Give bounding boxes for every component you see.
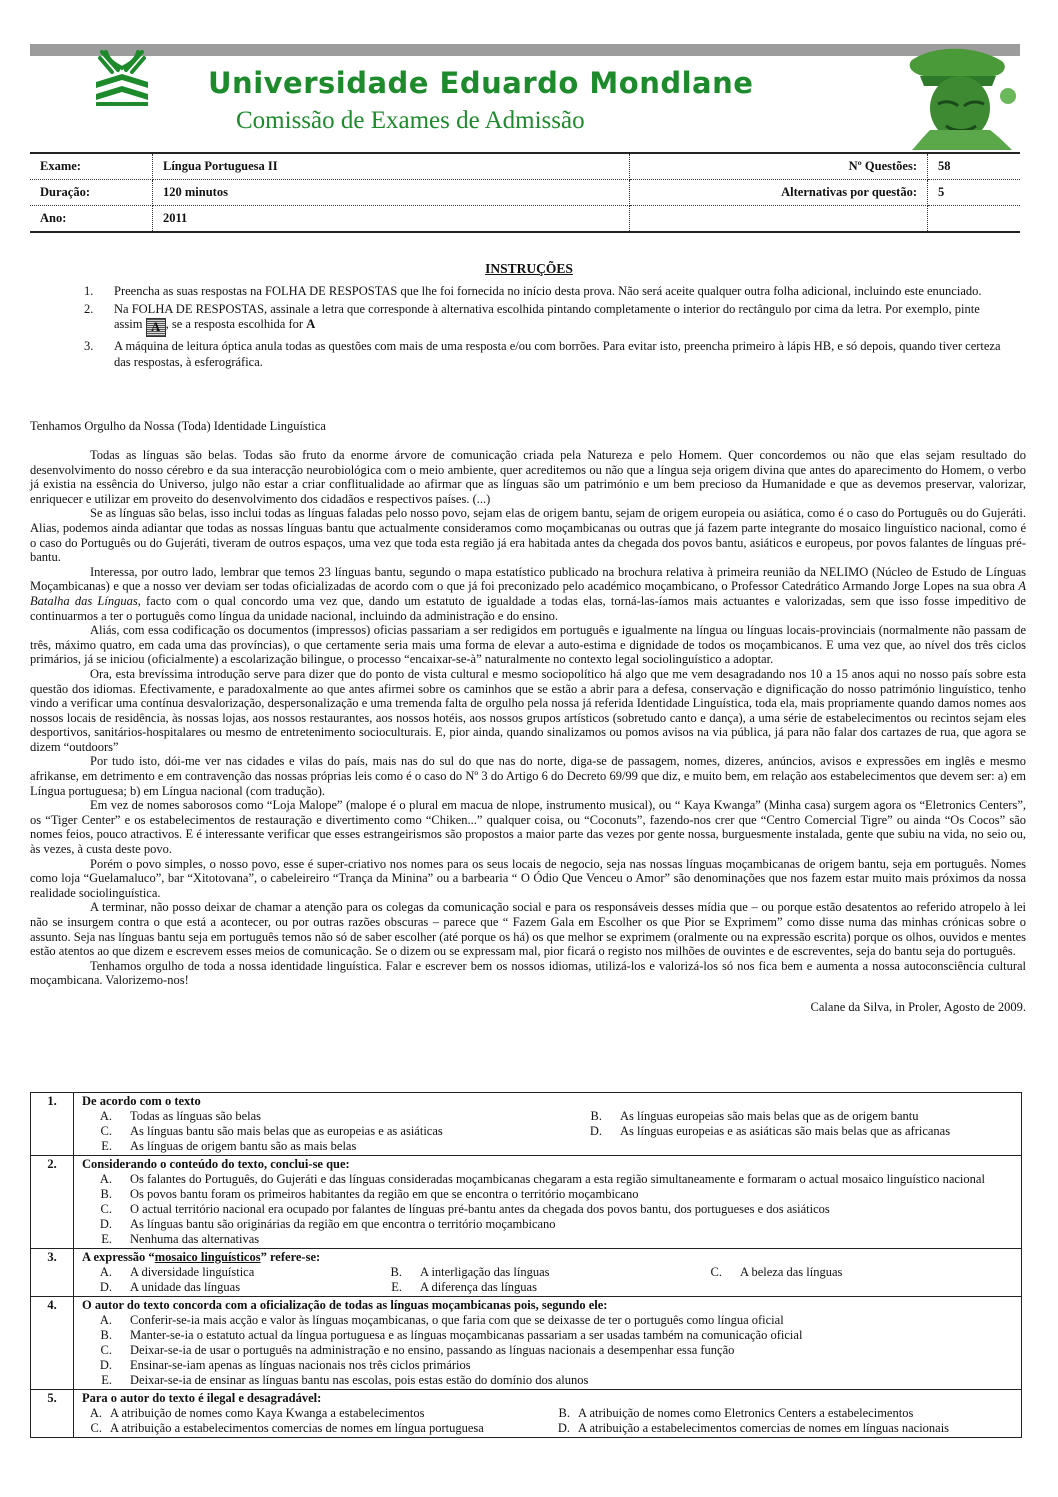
instruction-text: Preencha as suas respostas na FOLHA DE RESPOSTAS que lhe foi fornecida no início desta prova. Não será aceite qualquer outra folha adicional, incluindo este enunciado.	[114, 284, 982, 298]
question-row	[31, 1156, 1022, 1249]
option-c	[82, 1421, 550, 1436]
question-body	[74, 1297, 1022, 1390]
option-c	[82, 1124, 572, 1139]
option-a	[82, 1406, 550, 1421]
option-letter: B.	[100, 1187, 112, 1201]
question-prompt	[82, 1250, 1013, 1265]
header-band	[30, 44, 1020, 56]
option-e	[82, 1373, 1013, 1388]
article-paragraph	[30, 565, 1026, 623]
instruction-number: 1.	[84, 284, 94, 298]
question-prompt: De acordo com o texto	[82, 1094, 201, 1108]
year-label: Ano:	[30, 206, 153, 233]
question-body	[74, 1156, 1022, 1249]
article-signature: Calane da Silva, in Proler, Agosto de 2009.	[810, 999, 1026, 1014]
option-text: Manter-se-ia o estatuto actual da língua portuguesa e as línguas moçambicanas passariam a ser usadas também na comunicação oficial	[130, 1328, 803, 1342]
question-body	[74, 1390, 1022, 1438]
exam-info-table	[30, 152, 1020, 233]
questions-value: 58	[928, 153, 1021, 180]
option-letter: C.	[710, 1265, 722, 1279]
eduardo-mondlane-portrait-icon	[902, 46, 1026, 150]
article-paragraph: Tenhamos orgulho de toda a nossa identidade linguística. Falar e escrever bem os nossos idiomas, utilizá-los e valorizá-los só nos fica bem e aumenta a nossa autoconsciência cultural moçambicana. Valorizemo-nos!	[30, 958, 1026, 988]
option-b	[372, 1265, 692, 1280]
empty-cell	[928, 206, 1021, 233]
questions-label: Nº Questões:	[630, 153, 928, 180]
option-letter: E.	[101, 1232, 112, 1246]
option-b	[550, 1406, 1013, 1421]
question-number: 5.	[31, 1390, 74, 1438]
option-a	[82, 1109, 572, 1124]
option-letter: D.	[99, 1358, 112, 1372]
option-text: A beleza das línguas	[740, 1265, 843, 1279]
article-paragraph: Ora, esta brevíssima introdução serve para dizer que do ponto de vista cultural e mesmo sociopolítico há algo que me vem desagradando nos 10 a 15 anos aqui no nosso país sobre esta questão dos idiomas. Efectivamente, e paradoxalmente ao que antes afirmei sobre os caminhos que se estão a abrir para a defesa, conservação e dignificação do nosso património linguístico, tenho vindo a verificar uma contínua desvalorização, despersonalização e uma tremenda falta de orgulho pela nossa já referida Identidade Linguística, toda ela, mais propriamente quando damos nomes aos nossos locais de residência, às nossas lojas, aos nossos restaurantes, aos nossos hotéis, aos nossos grupos artísticos (sobretudo canto e dança), a uma série de estabelecimentos ou recintos sejam eles desportivos, sanitários-hospitalares ou mesmo de entretenimento socioculturais. E, pior ainda, quando sinalizamos ou pomos avisos na via pública, já para não falar dos cartazes de rua, que agora se dizem “outdoors”	[30, 666, 1026, 754]
option-text: O actual território nacional era ocupado por falantes de línguas pré-bantu antes da chegada dos povos bantu, dos portugueses e dos asiáticos	[130, 1202, 830, 1216]
paragraph-text: Interessa, por outro lado, lembrar que temos 23 línguas bantu, segundo o mapa estatístico publicado na brochura relativa à primeira reunião da NELIMO (Núcleo de Estudo de Línguas Moçambicanas) e que a nosso ver deviam ser todas oficializadas de acordo com o que já foi preconizado pelo académico moçambicano, o Professor Catedrático Armando Jorge Lopes na sua obra	[30, 564, 1026, 594]
option-letter: B.	[390, 1265, 402, 1279]
question-number: 4.	[31, 1297, 74, 1390]
uem-logo-icon	[92, 48, 152, 110]
option-e	[372, 1280, 692, 1295]
question-body	[74, 1093, 1022, 1156]
option-letter: A.	[99, 1265, 112, 1279]
article-paragraph: Em vez de nomes saborosos como “Loja Malope” (malope é o plural em macua de nlope, instrumento musical), ou “ Kaya Kwanga” (Minha casa) surgem agora os “Eletronics Centers”, os “Tiger Center” e os estabelecimentos de restauração e divertimento como “Chiken...” qualquer coisa, ou “Coconuts”, fazendo-nos crer que “Centro Comercial Tigre” ou ainda “Os Cocos” são nomes feios, pouco atractivos. E é interessante verificar que esses estrangeirismos são propostos a maior parte das vezes por gente nossa, burguesmente instalada, gente que subiu na vida, no seio ou, às vezes, à custa deste povo.	[30, 798, 1026, 857]
option-letter: A.	[89, 1406, 102, 1420]
exam-label: Exame:	[30, 153, 153, 180]
question-body	[74, 1249, 1022, 1297]
option-b	[82, 1187, 1013, 1202]
article-paragraph: Todas as línguas são belas. Todas são fruto da enorme árvore de comunicação criada pela Natureza e pelo Homem. Quer concordemos ou não que elas sejam resultado do desenvolvimento do nosso cérebro e da sua interacção neurobiológica com o meio ambiente, quer acreditemos ou não que a língua seja origem divina que antes do aparecimento do Homem, o verbo já existia na essência do Universo, julgo não estar a criar conflitualidade ao afirmar que as línguas são um património e um bem precioso da Humanidade e que as devemos preservar, valorizar, enriquecer e utilizar em proveito do desenvolvimento dos cidadãos e respectivos países. (...)	[30, 448, 1026, 506]
duration-label: Duração:	[30, 180, 153, 206]
option-text: A atribuição a estabelecimentos comercias de nomes em línguas nacionais	[578, 1421, 950, 1435]
option-text: As línguas bantu são originárias da região em que encontra o território moçambicano	[130, 1217, 556, 1231]
option-text: A interligação das línguas	[420, 1265, 550, 1279]
article-paragraph: Por tudo isto, dói-me ver nas cidades e vilas do país, mais nas do sul do que nas do norte, diga-se de passagem, nomes, dizeres, anúncios, avisos e expressões em inglês e mesmo afrikanse, em detrimento e em contravenção das nossas próprias leis como é o caso do Nº 3 do Artigo 6 do Decreto 69/99 que diz, e muito bem, em relação aos estabelecimentos que devem ser: a) em Língua portuguesa; b) em Língua nacional (com tradução).	[30, 754, 1026, 798]
option-letter: C.	[100, 1343, 112, 1357]
university-name: Universidade Eduardo Mondlane	[208, 66, 754, 100]
article-paragraph: Aliás, com essa codificação os documentos (impressos) oficias passariam a ser redigidos em português e igualmente na língua ou línguas locais-provinciais (normalmente não passam de três, máximo quatro, em cada uma das províncias), o que certamente seria mais uma forma de elevar a auto-estima e dignidade de todos os moçambicanos. E uma vez que, ao nível dos três ciclos primários, já se iniciou (oficialmente) a escolarização bilingue, o processo “encaixar-se-à” naturalmente no contexto legal sociolinguístico a adoptar.	[30, 623, 1026, 667]
option-e	[82, 1139, 572, 1154]
alternatives-label: Alternativas por questão:	[630, 180, 928, 206]
instruction-number: 3.	[84, 339, 94, 353]
instruction-number: 2.	[84, 301, 94, 316]
filled-answer-box-example: A	[146, 318, 166, 337]
option-letter: A.	[99, 1109, 112, 1123]
instruction-text: , se a resposta escolhida for	[165, 317, 304, 331]
option-letter: E.	[101, 1373, 112, 1387]
instruction-answer-letter: A	[306, 317, 316, 331]
book-title: A Batalha das Línguas	[30, 579, 1027, 608]
duration-value: 120 minutos	[153, 180, 630, 206]
instruction-item	[84, 339, 1004, 370]
option-letter: A.	[99, 1313, 112, 1327]
question-row	[31, 1249, 1022, 1297]
option-b	[572, 1109, 1013, 1124]
option-letter: C.	[100, 1124, 112, 1138]
empty-cell	[630, 206, 928, 233]
options-grid	[82, 1406, 1013, 1436]
option-text: A atribuição de nomes como Kaya Kwanga a estabelecimentos	[110, 1406, 425, 1420]
article-paragraph: Porém o povo simples, o nosso povo, esse é super-criativo nos nomes para os seus locais de negocio, seja nas nossas línguas moçambicanas de origem bantu, seja em português. Nomes como loja “Guelamaluco”, bar “Xitotovana”, o cabeleireiro “Trança da Minina” ou a barbearia “ O Ódio Que Venceu o Amor” são denominações que nos fazem estar muito mais próximos da nossa realidade sociolinguística.	[30, 856, 1026, 900]
question-prompt: O autor do texto concorda com a oficialização de todas as línguas moçambicanas pois, segundo ele:	[82, 1298, 608, 1312]
prompt-text: ” refere-se:	[260, 1250, 321, 1264]
options-grid	[82, 1109, 1013, 1154]
question-row	[31, 1390, 1022, 1438]
instructions-title: INSTRUÇÕES	[485, 261, 573, 276]
option-letter: C.	[100, 1202, 112, 1216]
option-e	[82, 1232, 1013, 1247]
instructions-list	[84, 284, 1004, 372]
option-a	[82, 1313, 1013, 1328]
option-letter: D.	[99, 1280, 112, 1294]
option-b	[82, 1328, 1013, 1343]
option-letter: B.	[558, 1406, 570, 1420]
option-d	[572, 1124, 1013, 1139]
option-text: A unidade das línguas	[130, 1280, 241, 1294]
instruction-item	[84, 284, 1004, 300]
article-paragraph: Se as línguas são belas, isso inclui todas as línguas faladas pelo nosso povo, sejam elas de origem bantu, sejam de origem europeia ou asiática, como é o caso do Português ou do Gujeráti. Alias, podemos ainda adiantar que todas as nossas línguas bantu que actualmente consideramos como moçambicanas ou outras que já fazem parte integrante do mosaico linguístico nacional, como é o caso do Português ou do Gujeráti, tiveram de outros espaços, uma vez que toda esta região já era habitada antes da chegada dos povos bantu, asiáticos e europeus, por povos falantes de línguas pré-bantu.	[30, 506, 1026, 565]
option-text: Nenhuma das alternativas	[130, 1232, 260, 1246]
option-a	[82, 1265, 372, 1280]
instruction-item	[84, 302, 1004, 338]
prompt-text: A expressão “	[82, 1250, 155, 1264]
option-c	[692, 1265, 1013, 1280]
option-d	[550, 1421, 1013, 1436]
question-prompt: Considerando o conteúdo do texto, conclui-se que:	[82, 1157, 350, 1171]
option-text: A diferença das línguas	[420, 1280, 537, 1294]
option-text: As línguas europeias e as asiáticas são mais belas que as africanas	[620, 1124, 951, 1138]
option-text: Ensinar-se-iam apenas as línguas nacionais nos três ciclos primários	[130, 1358, 471, 1372]
option-text: A atribuição de nomes como Eletronics Centers a estabelecimentos	[578, 1406, 914, 1420]
commission-name: Comissão de Exames de Admissão	[236, 107, 585, 134]
option-letter: B.	[590, 1109, 602, 1123]
option-letter: E.	[391, 1280, 402, 1294]
option-text: Os falantes do Português, do Gujeráti e das línguas consideradas moçambicanas chegaram a esta região simultaneamente e formaram o actual mosaico linguístico nacional	[130, 1172, 985, 1186]
question-row	[31, 1093, 1022, 1156]
instruction-text: A máquina de leitura óptica anula todas as questões com mais de uma resposta e/ou com borrões. Para evitar isto, preencha primeiro à lápis HB, e só depois, quando tiver certeza das respostas, à esferográfica.	[114, 339, 1001, 369]
alternatives-value: 5	[928, 180, 1021, 206]
option-letter: D.	[589, 1124, 602, 1138]
year-value: 2011	[153, 206, 630, 233]
option-text: A diversidade linguística	[130, 1265, 255, 1279]
options-grid	[82, 1265, 1013, 1295]
option-text: As línguas de origem bantu são as mais belas	[130, 1139, 357, 1153]
option-text: Deixar-se-ia de usar o português na administração e no ensino, passando as línguas nacionais a desempenhar essa função	[130, 1343, 735, 1357]
option-letter: C.	[90, 1421, 102, 1435]
article-body	[30, 448, 1026, 1015]
option-letter: B.	[100, 1328, 112, 1342]
option-letter: E.	[101, 1139, 112, 1153]
option-text: Conferir-se-ia mais acção e valor às línguas moçambicanas, o que faria com que se deixasse de ter o português como língua oficial	[130, 1313, 784, 1327]
paragraph-text: , facto com o qual concordo uma vez que, dando um estatuto de igualdade a todas elas, torná-las-íamos mais actuantes e valorizadas, sem que isso fosse impeditivo de continuarmos a ter o português como língua da unidade nacional, incluindo da administração e do ensino.	[30, 593, 1026, 623]
option-letter: D.	[99, 1217, 112, 1231]
option-letter: A.	[99, 1172, 112, 1186]
option-c	[82, 1202, 1013, 1217]
text-title: Tenhamos Orgulho da Nossa (Toda) Identidade Linguística	[30, 419, 326, 433]
question-number: 2.	[31, 1156, 74, 1249]
option-text: Todas as línguas são belas	[130, 1109, 262, 1123]
option-text: A atribuição a estabelecimentos comercias de nomes em língua portuguesa	[110, 1421, 484, 1435]
option-letter: D.	[557, 1421, 570, 1435]
question-row	[31, 1297, 1022, 1390]
question-prompt: Para o autor do texto é ilegal e desagradável:	[82, 1391, 322, 1405]
option-c	[82, 1343, 1013, 1358]
question-number: 3.	[31, 1249, 74, 1297]
article-paragraph: A terminar, não posso deixar de chamar a atenção para os colegas da comunicação social e para os responsáveis desses mídia que – ou porque estão desatentos ao referido atropelo à lei não se insurgem contra o que está a acontecer, ou por outras razões obscuras – parece que “ Fazem Gala em Escolher os que Pior se Exprimem” como disse numa das minhas crónicas sobre o assunto. Seja nas línguas bantu seja em português temos não só de saber escolher (até porque os há) os que melhor se exprimem (oralmente ou na expressão escrita) porque os olhos, ouvidos e mentes estão atentos ao que dizem e escrevem esses meios de comunicação. Se o dizem ou se expressam mal, pior ficará o registo nos milhões de ouvintes e de escreventes, seja do bantu seja do português.	[30, 900, 1026, 959]
option-d	[82, 1217, 1013, 1232]
option-text: As línguas europeias são mais belas que as de origem bantu	[620, 1109, 919, 1123]
question-number: 1.	[31, 1093, 74, 1156]
instruction-text: Na FOLHA DE RESPOSTAS, assinale a letra que corresponde à alternativa escolhida pintando completamente o interior do rectângulo por cima da letra. Por exemplo, pinte assim	[114, 301, 980, 331]
option-d	[82, 1280, 372, 1295]
questions-table	[30, 1092, 1022, 1438]
option-text: Os povos bantu foram os primeiros habitantes da região em que se encontra o território moçambicano	[130, 1187, 639, 1201]
option-a	[82, 1172, 1013, 1187]
option-text: Deixar-se-ia de ensinar as línguas bantu nas escolas, pois estas estão do domínio dos alunos	[130, 1373, 589, 1387]
exam-value: Língua Portuguesa II	[153, 153, 630, 180]
option-text: As línguas bantu são mais belas que as europeias e as asiáticas	[130, 1124, 443, 1138]
prompt-underlined: mosaico linguísticos	[154, 1250, 261, 1264]
option-d	[82, 1358, 1013, 1373]
